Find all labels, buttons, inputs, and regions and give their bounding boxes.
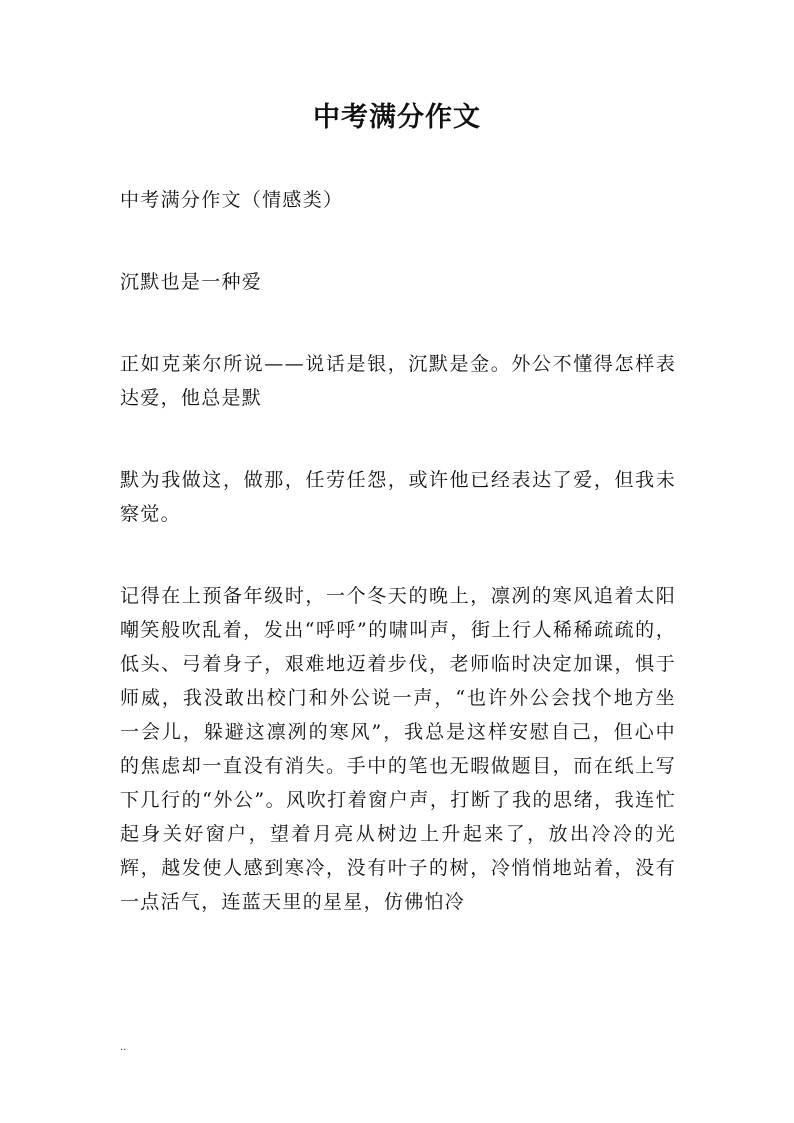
paragraph-gap	[120, 299, 676, 347]
body-paragraph: 正如克莱尔所说——说话是银，沉默是金。外公不懂得怎样表达爱，他总是默	[120, 353, 676, 409]
essay-title: 沉默也是一种爱	[120, 271, 263, 293]
body-paragraph: 记得在上预备年级时，一个冬天的晚上，凛冽的寒风追着太阳嘲笑般吹乱着，发出“呼呼”的啸叫声，街上行人稀稀疏疏的，低头、弓着身子，艰难地迈着步伐，老师临时决定加课，惧于师威，我没敢出校门和外公说一声，“也许外公会找个地方坐一会儿，躲避这凛冽的寒风”，我总是这样安慰自己，但心中的焦虑却一直没有消失。手中的笔也无暇做题目，而在纸上写下几行的“外公”。风吹打着窗户声，打断了我的思绪，我连忙起身关好窗户，望着月亮从树边上升起来了，放出冷冷的光辉，越发使人感到寒冷，没有叶子的树，冷悄悄地站着，没有一点活气，连蓝天里的星星，仿佛怕冷	[120, 585, 676, 913]
footer-mark: ..	[120, 1042, 127, 1053]
document-body	[120, 183, 676, 919]
paragraph-gap	[120, 415, 676, 463]
paragraph-gap	[120, 217, 676, 265]
page-title: 中考满分作文	[313, 102, 481, 133]
paragraph-gap	[120, 531, 676, 579]
subtitle: 中考满分作文（情感类）	[120, 189, 344, 211]
body-paragraph: 默为我做这，做那，任劳任怨，或许他已经表达了爱，但我未察觉。	[120, 469, 676, 525]
